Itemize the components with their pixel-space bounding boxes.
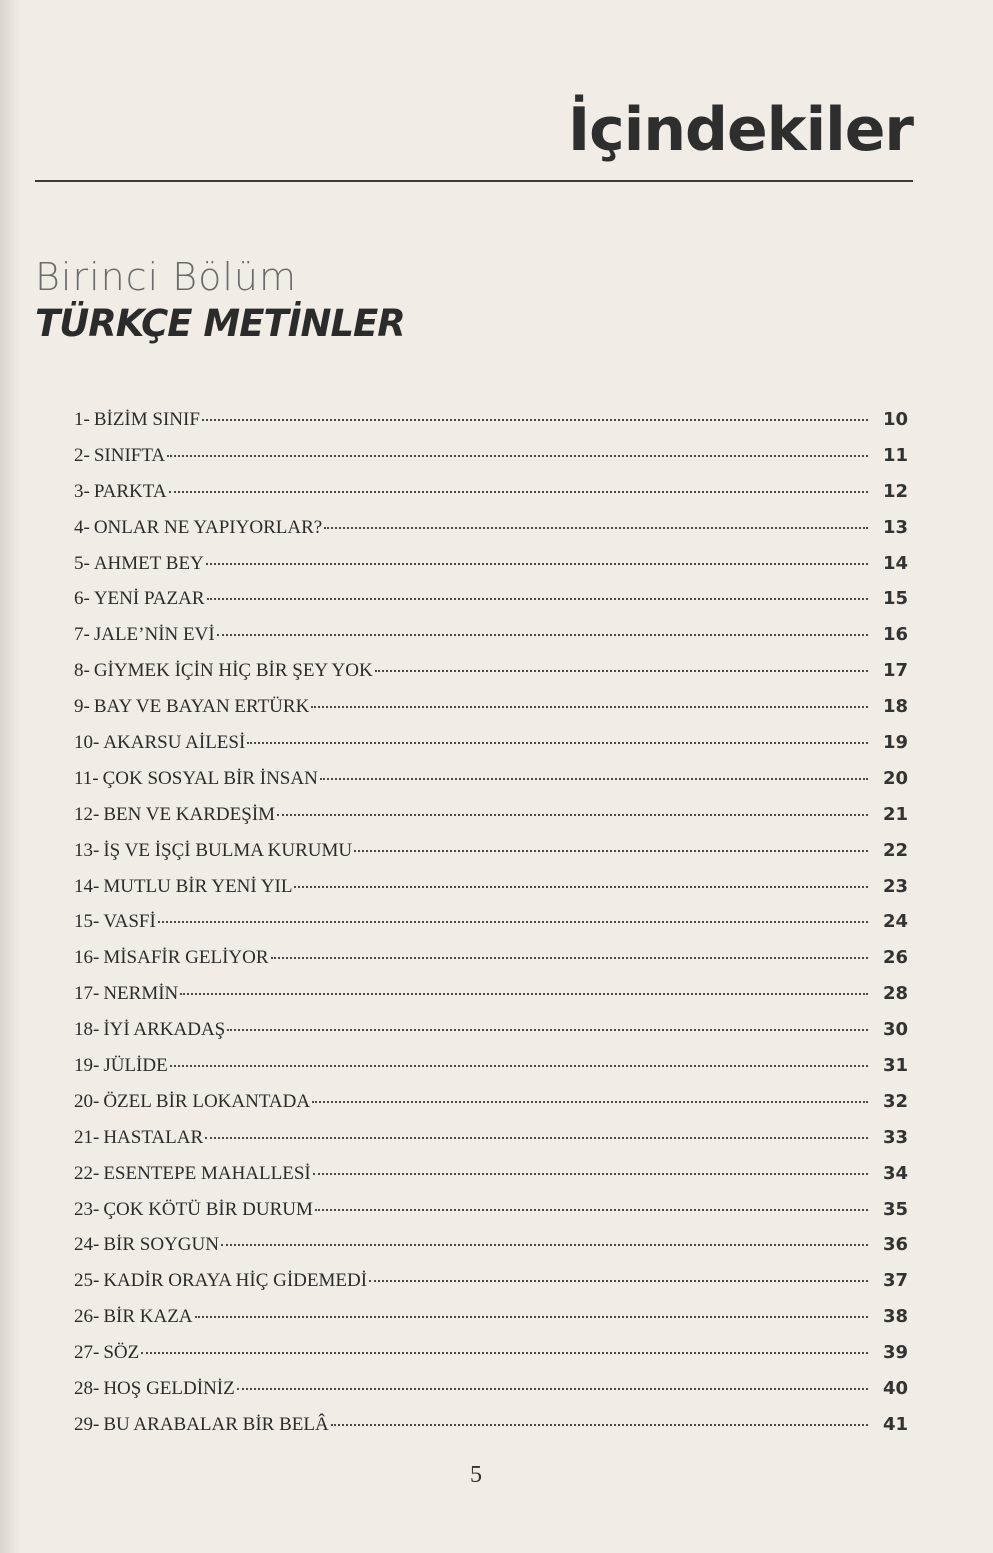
toc-entry-number: 12- — [74, 803, 100, 825]
toc-entry-title: ÖZEL BİR LOKANTADA — [103, 1090, 311, 1112]
toc-entry-page: 13 — [882, 516, 908, 538]
section-label: Birinci Bölüm — [35, 255, 298, 299]
toc-entry-number: 14- — [74, 875, 100, 897]
toc-entry-page: 26 — [882, 947, 908, 969]
toc-entry-title: HASTALAR — [103, 1126, 204, 1148]
toc-entry-title: BİR SOYGUN — [103, 1234, 219, 1256]
toc-entry-page: 21 — [882, 803, 908, 825]
toc-entry-title: KADİR ORAYA HİÇ GİDEMEDİ — [103, 1270, 368, 1292]
toc-entry-number: 23- — [74, 1198, 100, 1220]
toc-entry[interactable] — [74, 1306, 908, 1342]
toc-entry[interactable] — [74, 1234, 908, 1270]
toc-entry-page: 11 — [882, 444, 908, 466]
dot-leader — [331, 1424, 868, 1426]
toc-entry-number: 7- — [74, 624, 90, 646]
dot-leader — [320, 778, 868, 780]
toc-entry[interactable] — [74, 409, 908, 445]
toc-entry-number: 4- — [74, 516, 90, 538]
toc-entry-number: 21- — [74, 1126, 100, 1148]
toc-entry-page: 19 — [882, 732, 908, 754]
toc-entry-page: 31 — [882, 1055, 908, 1077]
toc-entry-number: 18- — [74, 1019, 100, 1041]
dot-leader — [237, 1388, 868, 1390]
toc-entry[interactable] — [74, 1378, 908, 1414]
toc-entry-number: 20- — [74, 1090, 100, 1112]
toc-entry-title: MİSAFİR GELİYOR — [103, 947, 269, 969]
toc-entry-page: 14 — [882, 552, 908, 574]
dot-leader — [141, 1352, 868, 1354]
dot-leader — [375, 670, 868, 672]
dot-leader — [354, 850, 868, 852]
toc-entry-title: BAY VE BAYAN ERTÜRK — [93, 696, 310, 718]
toc-entry[interactable] — [74, 1091, 908, 1127]
toc-entry-number: 16- — [74, 947, 100, 969]
toc-entry-title: ONLAR NE YAPIYORLAR? — [93, 516, 323, 538]
toc-entry[interactable] — [74, 696, 908, 732]
toc-entry[interactable] — [74, 947, 908, 983]
dot-leader — [158, 921, 868, 923]
toc-entry-page: 32 — [882, 1090, 908, 1112]
toc-entry-number: 2- — [74, 444, 90, 466]
toc-entry[interactable] — [74, 983, 908, 1019]
toc-entry[interactable] — [74, 768, 908, 804]
toc-entry-title: ÇOK KÖTÜ BİR DURUM — [103, 1198, 313, 1220]
toc-entry-number: 1- — [74, 409, 90, 430]
toc-entry-number: 9- — [74, 696, 90, 718]
dot-leader — [369, 1280, 868, 1282]
toc-entry-number: 5- — [74, 552, 90, 574]
toc-entry[interactable] — [74, 1055, 908, 1091]
toc-entry-title: YENİ PAZAR — [93, 588, 205, 610]
page-number: 5 — [470, 1462, 482, 1488]
toc-entry-page: 41 — [882, 1413, 908, 1435]
toc-entry-number: 11- — [74, 767, 99, 789]
dot-leader — [312, 1101, 868, 1103]
toc-entry-page: 34 — [882, 1162, 908, 1184]
toc-entry-page: 18 — [882, 696, 908, 718]
toc-entry[interactable] — [74, 1342, 908, 1378]
dot-leader — [207, 598, 869, 600]
toc-entry-number: 13- — [74, 839, 100, 861]
toc-entry-page: 15 — [882, 588, 908, 610]
dot-leader — [247, 742, 868, 744]
dot-leader — [180, 993, 868, 995]
dot-leader — [277, 814, 868, 816]
toc-entry-title: PARKTA — [93, 480, 167, 502]
dot-leader — [313, 1173, 868, 1175]
toc-entry-page: 22 — [882, 839, 908, 861]
toc-entry[interactable] — [74, 1414, 908, 1450]
toc-entry[interactable] — [74, 445, 908, 481]
toc-entry-title: İYİ ARKADAŞ — [103, 1019, 226, 1041]
toc-entry[interactable] — [74, 481, 908, 517]
page-edge-shadow — [0, 0, 20, 1553]
dot-leader — [170, 1065, 868, 1067]
section-title: TÜRKÇE METİNLER — [35, 302, 405, 345]
toc-entry-page: 36 — [882, 1234, 908, 1256]
toc-entry-page: 33 — [882, 1126, 908, 1148]
toc-entry[interactable] — [74, 804, 908, 840]
toc-entry-page: 12 — [882, 480, 908, 502]
toc-entry[interactable] — [74, 1199, 908, 1235]
toc-entry-number: 25- — [74, 1270, 100, 1292]
toc-entry-title: AKARSU AİLESİ — [103, 732, 246, 754]
toc-entry-page: 38 — [882, 1306, 908, 1328]
toc-entry-number: 28- — [74, 1378, 100, 1400]
toc-entry[interactable] — [74, 732, 908, 768]
toc-entry[interactable] — [74, 553, 908, 589]
dot-leader — [169, 491, 868, 493]
toc-entry[interactable] — [74, 1019, 908, 1055]
toc-entry-title: ESENTEPE MAHALLESİ — [103, 1162, 311, 1184]
toc-entry[interactable] — [74, 1270, 908, 1306]
toc-entry-number: 6- — [74, 588, 90, 610]
toc-entry-page: 35 — [882, 1198, 908, 1220]
toc-entry-page: 24 — [882, 911, 908, 933]
toc-entry-number: 15- — [74, 911, 100, 933]
toc-entry-number: 22- — [74, 1162, 100, 1184]
toc-entry[interactable] — [74, 660, 908, 696]
toc-entry[interactable] — [74, 517, 908, 553]
dot-leader — [202, 419, 868, 421]
page-title: İçindekiler — [567, 95, 913, 165]
dot-leader — [217, 634, 868, 636]
dot-leader — [311, 706, 868, 708]
title-divider — [35, 180, 913, 182]
toc-entry-title: JÜLİDE — [103, 1055, 168, 1077]
toc-entry-title: BİZİM SINIF — [93, 409, 200, 430]
toc-entry-page: 28 — [882, 983, 908, 1005]
toc-entry[interactable] — [74, 624, 908, 660]
toc-entry-number: 17- — [74, 983, 100, 1005]
toc-entry-title: BU ARABALAR BİR BELÂ — [103, 1413, 329, 1435]
toc-entry-title: HOŞ GELDİNİZ — [103, 1378, 235, 1400]
dot-leader — [315, 1209, 868, 1211]
dot-leader — [294, 886, 868, 888]
dot-leader — [221, 1244, 868, 1246]
toc-entry-number: 3- — [74, 480, 90, 502]
toc-entry-title: JALE’NİN EVİ — [93, 624, 215, 646]
dot-leader — [195, 1316, 868, 1318]
toc-entry-number: 27- — [74, 1342, 100, 1364]
table-of-contents — [74, 409, 908, 1450]
toc-entry-page: 39 — [882, 1342, 908, 1364]
toc-entry-page: 10 — [882, 409, 908, 430]
toc-entry-title: BEN VE KARDEŞİM — [103, 803, 276, 825]
dot-leader — [205, 1137, 868, 1139]
toc-entry-page: 40 — [882, 1378, 908, 1400]
toc-entry[interactable] — [74, 588, 908, 624]
toc-entry-title: GİYMEK İÇİN HİÇ BİR ŞEY YOK — [93, 660, 373, 682]
toc-entry-title: AHMET BEY — [93, 552, 204, 574]
dot-leader — [271, 957, 868, 959]
toc-entry-title: BİR KAZA — [103, 1306, 193, 1328]
dot-leader — [206, 563, 868, 565]
toc-entry-title: SINIFTA — [93, 444, 166, 466]
dot-leader — [167, 455, 868, 457]
dot-leader — [227, 1029, 868, 1031]
toc-entry[interactable] — [74, 1127, 908, 1163]
toc-entry-page: 16 — [882, 624, 908, 646]
dot-leader — [324, 527, 868, 529]
toc-entry-number: 8- — [74, 660, 90, 682]
toc-entry-page: 17 — [882, 660, 908, 682]
toc-entry-page: 37 — [882, 1270, 908, 1292]
toc-entry-title: SÖZ — [103, 1342, 140, 1364]
toc-entry-number: 19- — [74, 1055, 100, 1077]
toc-entry-page: 20 — [882, 767, 908, 789]
toc-entry[interactable] — [74, 1163, 908, 1199]
toc-entry[interactable] — [74, 876, 908, 912]
toc-entry[interactable] — [74, 911, 908, 947]
toc-entry-title: İŞ VE İŞÇİ BULMA KURUMU — [103, 839, 353, 861]
toc-entry-number: 24- — [74, 1234, 100, 1256]
toc-entry-number: 29- — [74, 1413, 100, 1435]
toc-entry-title: ÇOK SOSYAL BİR İNSAN — [102, 767, 318, 789]
toc-entry[interactable] — [74, 840, 908, 876]
toc-entry-page: 30 — [882, 1019, 908, 1041]
toc-entry-title: NERMİN — [103, 983, 179, 1005]
toc-entry-number: 10- — [74, 732, 100, 754]
toc-entry-number: 26- — [74, 1306, 100, 1328]
toc-entry-title: MUTLU BİR YENİ YIL — [103, 875, 293, 897]
toc-entry-page: 23 — [882, 875, 908, 897]
toc-entry-title: VASFİ — [103, 911, 156, 933]
